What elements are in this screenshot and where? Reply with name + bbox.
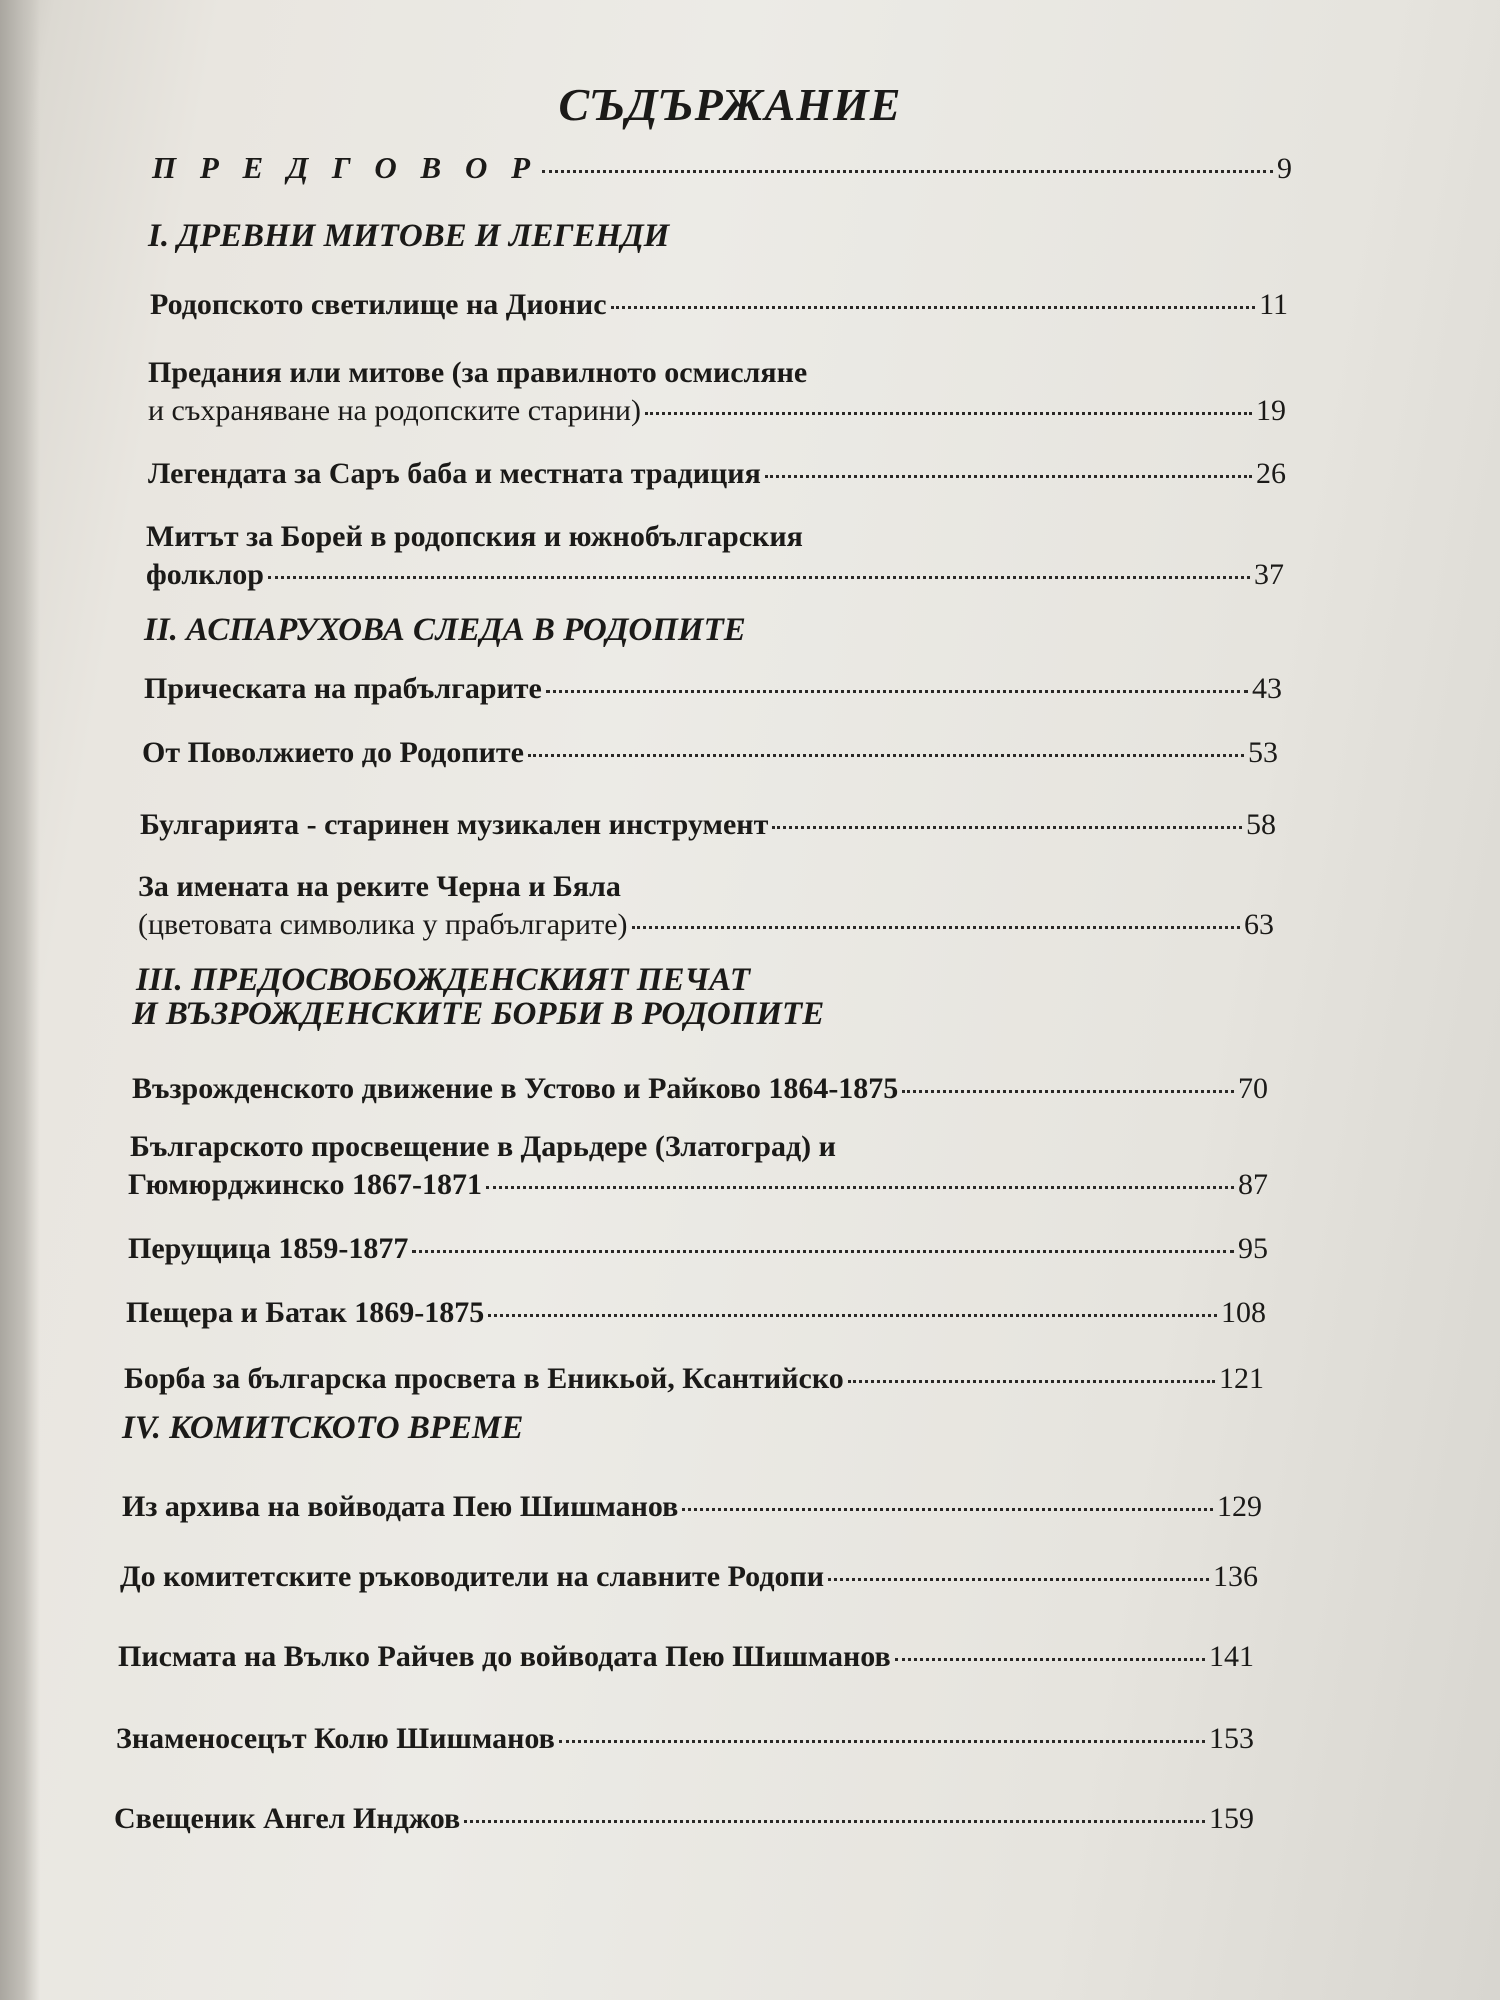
dot-leader [632, 926, 1240, 929]
page-number: 9 [1277, 152, 1292, 185]
entry-title: До комитетските ръководители на славните Родопи [120, 1560, 825, 1593]
page-number: 70 [1238, 1072, 1268, 1105]
page-number: 153 [1209, 1722, 1254, 1755]
entry-title: и съхраняване на родопските старини) [148, 394, 641, 427]
entry-title: Свещеник Ангел Инджов [114, 1802, 461, 1835]
page-number: 19 [1256, 394, 1286, 427]
toc-entry [114, 1802, 1254, 1836]
entry-title: Прическата на прабългарите [144, 672, 542, 705]
page-title: СЪДЪРЖАНИЕ [558, 79, 902, 130]
dot-leader [268, 576, 1250, 579]
entry-title: фолклор [146, 558, 264, 591]
dot-leader [765, 475, 1252, 478]
entry-title: Пещера и Батак 1869-1875 [126, 1296, 485, 1329]
entry-title-line: За имената на реките Черна и Бяла [138, 870, 621, 903]
section-heading-3: III. ПРЕДОСВОБОЖДЕНСКИЯТ ПЕЧАТ [136, 962, 751, 998]
dot-leader [682, 1508, 1213, 1511]
dot-leader [828, 1578, 1209, 1581]
section-heading-3-line2: И ВЪЗРОЖДЕНСКИТЕ БОРБИ В РОДОПИТЕ [132, 996, 825, 1032]
page-number: 108 [1221, 1296, 1266, 1329]
dot-leader [546, 690, 1248, 693]
section-heading-4: IV. КОМИТСКОТО ВРЕМЕ [122, 1410, 524, 1446]
entry-title: От Поволжието до Родопите [142, 736, 524, 769]
dot-leader [464, 1820, 1205, 1823]
page-number: 141 [1209, 1640, 1254, 1673]
entry-title: Гюмюрджинско 1867-1871 [128, 1168, 482, 1201]
entry-title: Борба за българска просвета в Еникьой, Ксантийско [124, 1362, 844, 1395]
toc-entry [122, 1490, 1262, 1524]
toc-entry [132, 1072, 1268, 1106]
page-number: 37 [1254, 558, 1284, 591]
page-number: 53 [1248, 736, 1278, 769]
dot-leader [772, 826, 1242, 829]
entry-title: Легендата за Саръ баба и местната традиция [148, 457, 761, 490]
entry-title: Знаменосецът Колю Шишманов [116, 1722, 555, 1755]
book-spine-shadow [0, 0, 40, 2000]
dot-leader [486, 1186, 1234, 1189]
dot-leader [848, 1380, 1215, 1383]
dot-leader [528, 754, 1244, 757]
page-number: 63 [1244, 908, 1274, 941]
page-number: 43 [1252, 672, 1282, 705]
entry-title: (цветовата символика у прабългарите) [138, 908, 628, 941]
entry-title: Възрожденското движение в Устово и Райково 1864-1875 [132, 1072, 899, 1105]
toc-entry [144, 672, 1282, 706]
dot-leader [611, 306, 1256, 309]
entry-title: Из архива на войводата Пею Шишманов [122, 1490, 679, 1523]
dot-leader [559, 1740, 1205, 1743]
toc-entry [138, 908, 1274, 942]
toc-entry [140, 808, 1276, 842]
page-number: 58 [1246, 808, 1276, 841]
toc-entry [126, 1296, 1266, 1330]
toc-entry [148, 457, 1286, 491]
toc-entry [124, 1362, 1264, 1396]
dot-leader [645, 412, 1252, 415]
toc-entry [118, 1640, 1254, 1674]
preface-label: П Р Е Д Г О В О Р [152, 150, 539, 185]
entry-title-line: Митът за Борей в родопския и южнобългарския [146, 520, 803, 553]
dot-leader [412, 1250, 1234, 1253]
entry-title: Перущица 1859-1877 [128, 1232, 409, 1265]
dot-leader [895, 1658, 1205, 1661]
section-heading-2: II. АСПАРУХОВА СЛЕДА В РОДОПИТЕ [144, 612, 746, 648]
toc-entry [120, 1560, 1258, 1594]
entry-title: Родопското светилище на Дионис [150, 288, 607, 321]
toc-entry [128, 1168, 1268, 1202]
entry-title-line: Предания или митове (за правилното осмисляне [148, 356, 808, 389]
page-number: 87 [1238, 1168, 1268, 1201]
toc-entry [116, 1722, 1254, 1756]
page-number: 136 [1213, 1560, 1258, 1593]
page-number: 11 [1259, 288, 1288, 321]
toc-entry [148, 394, 1286, 428]
page-number: 121 [1219, 1362, 1264, 1395]
section-heading-1: I. ДРЕВНИ МИТОВЕ И ЛЕГЕНДИ [148, 218, 670, 254]
toc-entry [150, 288, 1288, 322]
page-number: 159 [1209, 1802, 1254, 1835]
dot-leader [488, 1314, 1217, 1317]
toc-entry [146, 558, 1284, 592]
dot-leader [542, 170, 1273, 173]
toc-entry [128, 1232, 1268, 1266]
entry-title: Писмата на Вълко Райчев до войводата Пею Шишманов [118, 1640, 891, 1673]
entry-title: Булгарията - старинен музикален инструмент [140, 808, 769, 841]
toc-entry-preface [152, 150, 1292, 186]
page-number: 95 [1238, 1232, 1268, 1265]
dot-leader [902, 1090, 1234, 1093]
entry-title-line: Българското просвещение в Дарьдере (Златоград) и [130, 1130, 836, 1163]
toc-entry [142, 736, 1278, 770]
page-number: 26 [1256, 457, 1286, 490]
page-number: 129 [1217, 1490, 1262, 1523]
